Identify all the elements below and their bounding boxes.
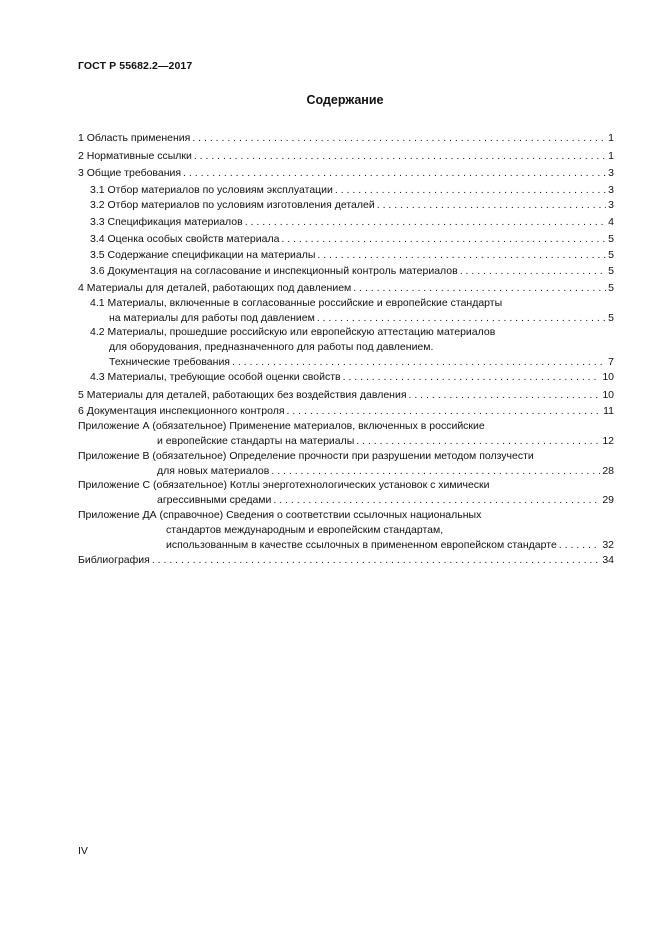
toc-entry-page: 3 [608, 199, 614, 211]
dot-leader [287, 404, 602, 419]
dot-leader [152, 553, 600, 568]
toc-entry-title: 3 Общие требования [78, 167, 182, 179]
dot-leader [192, 131, 606, 146]
dot-leader [377, 198, 606, 213]
dot-leader [281, 232, 606, 247]
toc-entry-page: 12 [602, 434, 614, 447]
toc-entry-title: стандартов международным и европейским стандартам, [166, 523, 444, 536]
toc-entry-title: Приложение А (обязательное) Применение материалов, включенных в российские [78, 420, 485, 432]
toc-entry-title: Технические требования [109, 355, 230, 368]
toc-entry[interactable] [78, 553, 614, 568]
toc-entry-title: 3.1 Отбор материалов по условиям эксплуатации [90, 184, 333, 196]
toc-entry-title: 3.3 Спецификация материалов [90, 216, 243, 228]
document-code: ГОСТ Р 55682.2—2017 [78, 60, 193, 72]
toc-entry-title: для оборудования, предназначенного для работы под давлением. [109, 340, 434, 353]
toc-entry-page: 3 [608, 167, 614, 179]
toc-entry[interactable] [78, 232, 614, 247]
toc-entry[interactable] [78, 131, 614, 146]
toc-entry-title: 3.5 Содержание спецификации на материалы [90, 249, 316, 261]
toc-entry-title: 4.3 Материалы, требующие особой оценки свойств [90, 371, 341, 383]
toc-entry-page: 5 [608, 311, 614, 324]
toc-entry-title: 4 Материалы для деталей, работающих под давлением [78, 282, 352, 294]
toc-entry[interactable] [78, 166, 614, 181]
dot-leader [273, 493, 600, 508]
toc-entry-page: 3 [608, 184, 614, 196]
dot-leader [343, 370, 601, 385]
toc-entry-page: 29 [602, 493, 614, 506]
toc-entry[interactable] [78, 198, 614, 213]
toc-entry-title: 5 Материалы для деталей, работающих без воздействия давления [78, 389, 407, 401]
dot-leader [317, 311, 606, 326]
toc-entry-page: 5 [608, 233, 614, 245]
dot-leader [194, 149, 606, 164]
dot-leader [183, 166, 606, 181]
toc-entry-page: 34 [602, 554, 614, 566]
toc-entry-page: 5 [608, 282, 614, 294]
toc-entry-title: Приложение В (обязательное) Определение прочности при разрушении методом ползучести [78, 450, 534, 462]
dot-leader [317, 248, 606, 263]
toc-entry[interactable] [78, 478, 614, 508]
toc-entry-page: 7 [608, 355, 614, 368]
toc-entry-page: 10 [602, 389, 614, 401]
toc-entry-title: 1 Область применения [78, 132, 191, 144]
toc-entry[interactable] [78, 248, 614, 263]
toc-entry-title: 3.2 Отбор материалов по условиям изготовления деталей [90, 199, 375, 211]
toc-entry-page: 10 [602, 371, 614, 383]
toc-entry-title: на материалы для работы под давлением [109, 311, 315, 324]
dot-leader [559, 538, 601, 553]
toc-entry[interactable] [78, 281, 614, 296]
toc-entry[interactable] [78, 183, 614, 198]
toc-entry-title: и европейские стандарты на материалы [157, 434, 355, 447]
toc-entry-page: 4 [608, 216, 614, 228]
dot-leader [353, 281, 606, 296]
toc-entry[interactable] [78, 296, 614, 326]
toc-entry-title: 2 Нормативные ссылки [78, 150, 192, 162]
toc-entry-page: 1 [608, 132, 614, 144]
toc-entry-title: Приложение С (обязательное) Котлы энерготехнологических установок с химически [78, 479, 490, 491]
toc-entry[interactable] [78, 449, 614, 479]
toc-entry-title: 4.2 Материалы, прошедшие российскую или европейскую аттестацию материалов [90, 326, 496, 338]
dot-leader [271, 464, 600, 479]
page-number: IV [78, 845, 88, 857]
toc-entry-title: 6 Документация инспекционного контроля [78, 405, 285, 417]
toc-entry-title: 4.1 Материалы, включенные в согласованные российские и европейские стандарты [90, 297, 503, 309]
dot-leader [335, 183, 606, 198]
toc-entry[interactable] [78, 404, 614, 419]
toc-entry[interactable] [78, 388, 614, 403]
toc-entry[interactable] [78, 370, 614, 385]
toc-entry[interactable] [78, 325, 614, 369]
toc-entry[interactable] [78, 215, 614, 230]
page-title: Содержание [306, 93, 384, 107]
dot-leader [356, 434, 600, 449]
dot-leader [409, 388, 601, 403]
toc-entry-title: 3.4 Оценка особых свойств материала [90, 233, 280, 245]
toc-entry-page: 5 [608, 249, 614, 261]
toc-entry[interactable] [78, 149, 614, 164]
toc-entry[interactable] [78, 264, 614, 279]
toc-entry-page: 28 [602, 464, 614, 477]
dot-leader [232, 355, 606, 370]
toc-entry[interactable] [78, 419, 614, 449]
toc-entry-title: Приложение ДА (справочное) Сведения о соответствии ссылочных национальных [78, 509, 482, 521]
toc-entry-title: использованным в качестве ссылочных в примененном европейском стандарте [166, 538, 557, 551]
dot-leader [460, 264, 606, 279]
toc-entry-page: 5 [608, 265, 614, 277]
toc-entry-title: Библиография [78, 554, 150, 566]
toc-entry-title: агрессивными средами [157, 493, 272, 506]
toc-entry-title: 3.6 Документация на согласование и инспекционный контроль материалов [90, 265, 458, 277]
toc-entry-page: 11 [603, 405, 614, 417]
dot-leader [245, 215, 606, 230]
toc-entry-title: для новых материалов [157, 464, 270, 477]
toc-entry[interactable] [78, 508, 614, 552]
toc-entry-page: 1 [608, 150, 614, 162]
toc-entry-page: 32 [602, 538, 614, 551]
